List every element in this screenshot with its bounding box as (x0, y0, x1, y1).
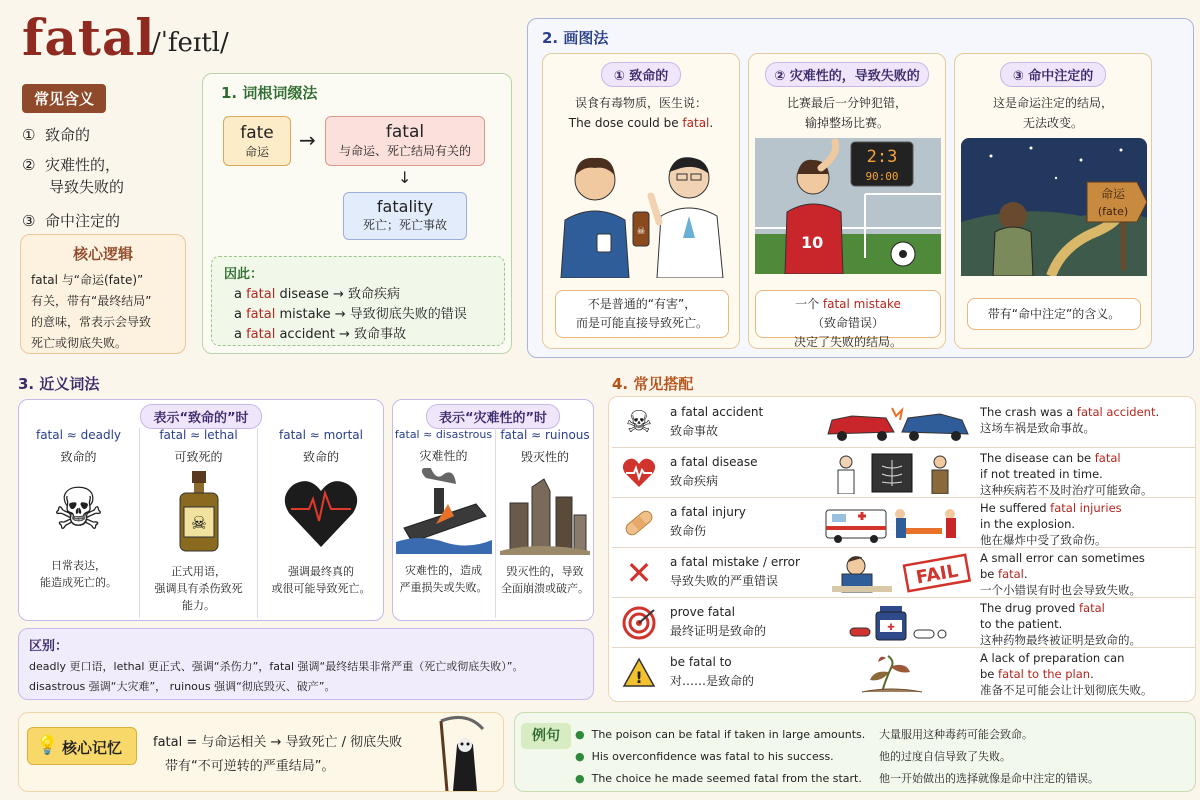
meanings-tag: 常见含义 (22, 84, 106, 113)
ruined-city-icon (500, 469, 590, 555)
panel-caption: 不是普通的“有害”， 而是可能直接导致死亡。 (555, 290, 729, 338)
example-sentence: ● The poison can be fatal if taken in large amounts. (575, 728, 866, 741)
example-translation: 他一开始做出的选择就像是命中注定的错误。 (879, 772, 1099, 785)
core-logic-card (20, 234, 186, 354)
soccer-loss-illustration (755, 138, 941, 274)
svg-text:!: ! (635, 668, 643, 687)
example-sentence: ● The choice he made seemed fatal from the start. (575, 772, 862, 785)
section-root-affix (202, 73, 512, 354)
therefore-example: a fatal mistake → 导致彻底失败的错误 (234, 307, 467, 322)
therefore-example: a fatal disease → 致命疾病 (234, 287, 400, 302)
svg-text:2:3: 2:3 (866, 147, 898, 167)
example-translation: 大量服用这种毒药可能会致命。 (879, 728, 1033, 741)
example-tag: 例句 (521, 723, 571, 749)
collocation-row: a fatal disease 致命疾病 The disease can be fatal if not treated in time. 这种疾病若不及时治疗可能致命。 (612, 448, 1196, 498)
svg-text:命运: 命运 (1100, 187, 1126, 201)
sinking-ship-icon (396, 468, 492, 554)
difference-box: 区别： deadly 更口语，lethal 更正式、强调“杀伤力”，fatal 强调“最终结果非常严重（死亡或彻底失败）”。 disastrous 强调“大灾难”， ruinous 强调“彻底毁灭、破产”。 (18, 628, 594, 700)
fate-road-illustration (961, 138, 1147, 276)
difference-line: deadly 更口语，lethal 更正式、强调“杀伤力”，fatal 强调“最终结果非常严重（死亡或彻底失败）”。 (29, 660, 524, 673)
meaning-item: ② 灾难性的， (22, 156, 121, 174)
fatality-box: fatality 死亡；死亡事故 (343, 192, 467, 240)
svg-text:FAIL: FAIL (914, 560, 960, 589)
meaning-item: ③ 命中注定的 (22, 212, 121, 230)
wilted-plant-illustration (822, 652, 972, 694)
svg-text:10: 10 (801, 233, 824, 252)
warning-icon (622, 656, 656, 690)
doctor-warning-illustration (547, 138, 737, 278)
section1-title: 1. 词根词缀法 (221, 84, 318, 102)
therefore-example: a fatal accident → 致命事故 (234, 327, 407, 342)
example-translation: 他的过度自信导致了失败。 (879, 750, 1011, 763)
core-memory-tag: 💡 核心记忆 (27, 727, 137, 765)
skull-icon: ☠ (625, 405, 653, 440)
svg-text:☠: ☠ (190, 513, 207, 534)
example-sentence: ● His overconfidence was fatal to his success. (575, 750, 834, 763)
collocation-row: ☠ a fatal accident 致命事故 The crash was a fatal accident. 这场车祸是致命事故。 (612, 398, 1196, 448)
target-icon (622, 606, 656, 640)
collocation-row: ! be fatal to 对……是致命的 A lack of preparation can be fatal to the plan. 准备不足可能会让计划彻底失败。 (612, 648, 1196, 698)
core-memory-card (18, 712, 504, 792)
panel-pill: ② 灾难性的，导致失败的 (765, 62, 929, 87)
synonym-columns (18, 428, 594, 618)
bandage-icon (622, 506, 656, 540)
pronunciation: /ˈfeɪtl/ (152, 28, 229, 58)
memory-line: fatal = 与命运相关 → 导致死亡 / 彻底失败 (153, 735, 403, 750)
panel-pill: ③ 命中注定的 (1000, 62, 1107, 87)
synonym-mortal: fatal ≈ mortal 致命的 强调最终真的 或很可能导致死亡。 (271, 428, 371, 595)
meanings-list (22, 122, 124, 234)
therefore-box: 因此： a fatal disease → 致命疾病 a fatal mistake → 导致彻底失败的错误 a fatal accident → 致命事故 (211, 256, 505, 346)
collocation-row: a fatal injury 致命伤 He suffered fatal injuries in the explosion. 他在爆炸中受了致命伤。 (612, 498, 1196, 548)
synonym-ruinous: fatal ≈ ruinous 毁灭性的 毁灭性的，导致 全面崩溃或破产。 (500, 428, 590, 595)
synonym-lethal: fatal ≈ lethal 可致死的 ☠ 正式用语， 强调具有杀伤致死 能力。 (140, 428, 258, 618)
lightbulb-icon: 💡 (36, 735, 59, 756)
memory-line: 带有“不可逆转的严重结局”。 (165, 759, 335, 774)
skull-crossbones-icon: ☠ (52, 475, 105, 543)
fate-box: fate 命运 (223, 116, 291, 166)
section4-title: 4. 常见搭配 (612, 375, 694, 393)
synonym-disastrous: fatal ≈ disastrous 灾难性的 灾难性的，造成 严重损失或失败。 (392, 428, 496, 618)
section2-title: 2. 画图法 (542, 29, 609, 47)
example-sentences-card (514, 712, 1196, 792)
core-logic-title: 核心逻辑 (72, 245, 133, 263)
difference-line: disastrous 强调“大灾难”， ruinous 强调“彻底毁灭、破产”。 (29, 680, 336, 693)
fail-stamp-illustration (822, 552, 972, 594)
section-picture (527, 18, 1194, 358)
arrow-down-icon: ↓ (398, 168, 412, 187)
core-logic-text: fatal 与“命运(fate)” 有关，带有“最终结局” 的意味，常表示会导致 死亡或彻底失败。 (31, 273, 152, 350)
svg-text:✚: ✚ (887, 623, 895, 633)
meaning-item: 导致失败的 (49, 178, 125, 196)
collocation-row: ✕ a fatal mistake / error 导致失败的严重错误 FAIL A small error can sometimes be fatal. 一个小错误有时也会导致失败。 (612, 548, 1196, 598)
panel-caption: 带有“命中注定”的含义。 (967, 298, 1141, 330)
svg-text:☠: ☠ (636, 226, 646, 237)
synonym-group-deadly: 表示“致命的”时 (18, 399, 384, 621)
section3-title: 3. 近义词法 (18, 375, 100, 393)
meaning-item: ① 致命的 (22, 126, 91, 144)
ambulance-illustration (822, 502, 972, 544)
svg-text:(fate): (fate) (1097, 205, 1129, 218)
doctor-xray-illustration (822, 452, 972, 494)
synonym-deadly: fatal ≈ deadly 致命的 ☠ 日常表达， 能造成死亡的。 (18, 428, 140, 618)
word-title: fatal (22, 8, 156, 67)
picture-panel-disastrous: ② 灾难性的，导致失败的 比赛最后一分钟犯错， 输掉整场比赛。 2:3 90:00 10 一个 fatal mistake（致命错误） 决定了失败的结局。 (748, 53, 946, 349)
arrow-right-icon: → (299, 128, 316, 152)
picture-panel-destined: ③ 命中注定的 这是命运注定的结局， 无法改变。 命运 (fate) 带有“命中注定”的含义。 (954, 53, 1152, 349)
picture-panel-deadly: ① 致命的 误食有毒物质，医生说： The dose could be fatal. ☠ 不是普通的“有害”， 而是可能直接导致死亡。 (542, 53, 740, 349)
synonym-group-disastrous: 表示“灾难性的”时 (392, 399, 594, 621)
poison-bottle-icon (174, 469, 224, 555)
panel-pill: ① 致命的 (601, 62, 682, 87)
grim-reaper-icon (427, 715, 495, 791)
broken-heart-pulse-icon (281, 469, 361, 555)
car-crash-illustration (822, 402, 972, 444)
collocation-row: prove fatal 最终证明是致命的 ✚ The drug proved fatal to the patient. 这种药物最终被证明是致命的。 (612, 598, 1196, 648)
medicine-pills-illustration (822, 602, 972, 644)
svg-text:90:00: 90:00 (865, 170, 899, 183)
panel-caption: 一个 fatal mistake（致命错误） 决定了失败的结局。 (755, 290, 941, 338)
heart-pulse-icon (622, 456, 656, 490)
x-mark-icon: ✕ (625, 554, 653, 592)
fatal-box: fatal 与命运、死亡结局有关的 (325, 116, 485, 166)
